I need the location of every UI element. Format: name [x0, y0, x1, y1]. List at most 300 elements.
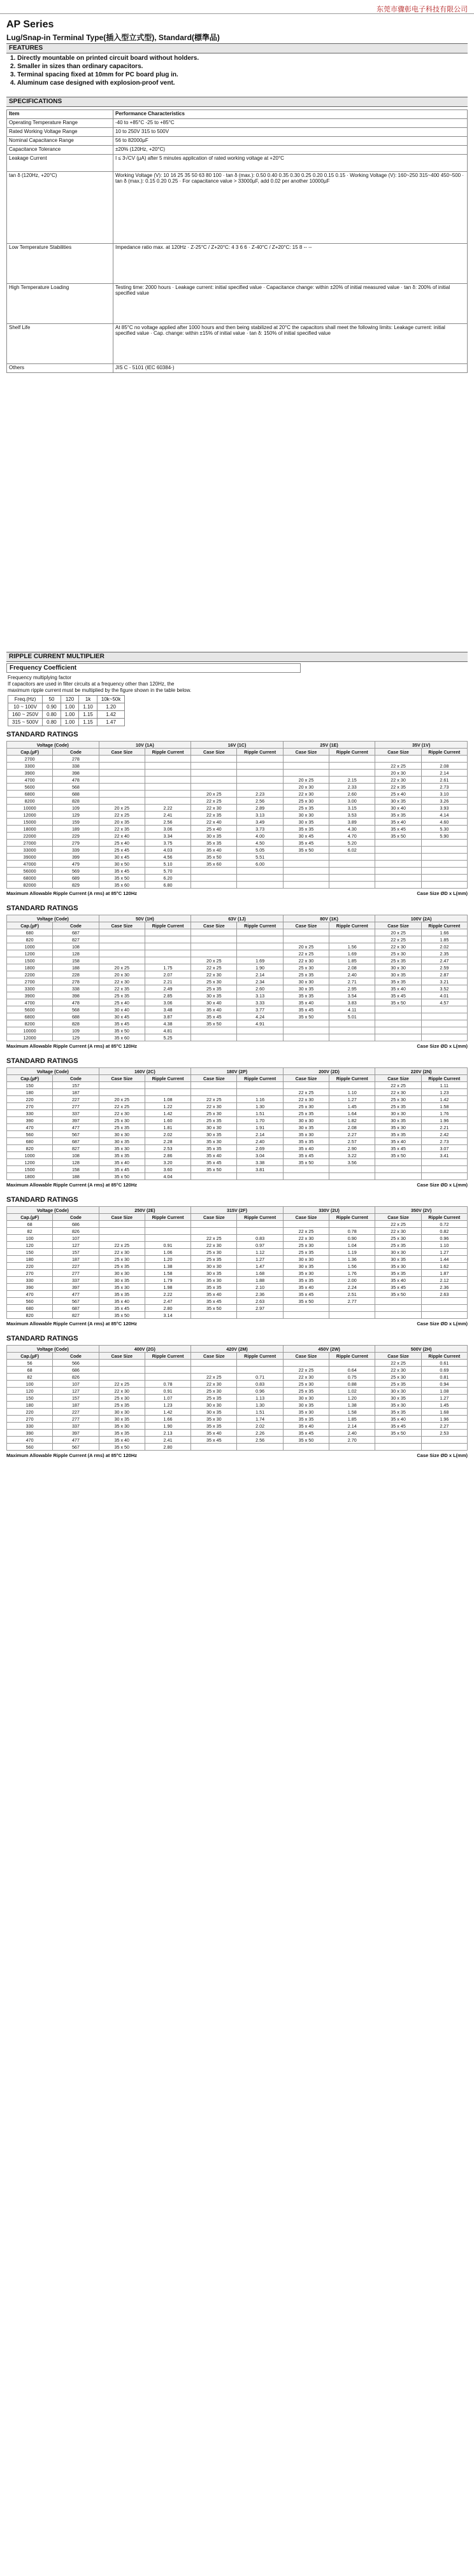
- case-size-cell: 25 x 40: [99, 999, 145, 1006]
- ripple-current-cell: 3.13: [237, 812, 283, 819]
- cap-cell: 12000: [7, 1034, 53, 1041]
- table-row: [7, 1437, 468, 1444]
- table-row: [7, 992, 468, 999]
- ripple-current-cell: [237, 784, 283, 791]
- ripple-current-cell: 3.21: [421, 978, 467, 985]
- code-cell: 567: [53, 1444, 99, 1451]
- ripple-current-cell: [329, 1173, 375, 1180]
- ripple-current-cell: 1.76: [329, 1270, 375, 1277]
- table-row: [7, 985, 468, 992]
- ripple-current-cell: 1.58: [329, 1409, 375, 1416]
- ripple-current-cell: [329, 868, 375, 875]
- ripple-current-cell: 1.96: [421, 1416, 467, 1423]
- ripple-current-cell: 1.27: [237, 1256, 283, 1263]
- voltage-column-header: 25V (1E): [283, 742, 375, 749]
- ripple-current-cell: 4.81: [145, 1027, 190, 1034]
- frequency-header-row: [8, 696, 125, 703]
- code-cell: 687: [53, 929, 99, 936]
- standard-ratings-footnote: [6, 1043, 468, 1049]
- case-size-cell: [375, 840, 421, 847]
- ripple-current-cell: [421, 854, 467, 861]
- code-cell: 568: [53, 1006, 99, 1013]
- frequency-cell: 160 ~ 250V: [8, 711, 43, 719]
- ripple-current-cell: [421, 847, 467, 854]
- case-size-cell: [99, 1221, 145, 1228]
- ripple-current-cell: 4.57: [421, 999, 467, 1006]
- case-size-cell: [283, 770, 329, 777]
- ripple-current-cell: 2.73: [421, 784, 467, 791]
- voltage-code-header: Voltage (Code): [7, 1068, 99, 1075]
- standard-ratings-head: [7, 1346, 468, 1360]
- code-cell: 397: [53, 1430, 99, 1437]
- cap-cell: 220: [7, 1096, 53, 1103]
- case-size-header: Case Size: [283, 749, 329, 756]
- ripple-footnote: Maximum Allowable Ripple Current (A rms) at 85°C 120Hz: [6, 1043, 137, 1049]
- case-size-header: Case Size: [191, 749, 237, 756]
- ripple-current-cell: 0.69: [421, 1367, 467, 1374]
- case-size-cell: [191, 1221, 237, 1228]
- case-size-cell: 20 x 35: [99, 819, 145, 826]
- case-size-cell: 35 x 50: [191, 1305, 237, 1312]
- cap-header: Cap.(µF): [7, 1353, 53, 1360]
- case-size-cell: [375, 854, 421, 861]
- cap-cell: 330: [7, 1277, 53, 1284]
- table-row: [7, 971, 468, 978]
- ripple-current-cell: [421, 1027, 467, 1034]
- case-size-cell: 25 x 35: [99, 1263, 145, 1270]
- ripple-current-cell: 0.75: [329, 1374, 375, 1381]
- ripple-current-cell: 2.15: [329, 777, 375, 784]
- ripple-current-cell: [237, 882, 283, 889]
- code-cell: 827: [53, 1312, 99, 1319]
- table-row: [7, 1221, 468, 1228]
- ripple-current-cell: 0.96: [237, 1388, 283, 1395]
- spec-row: [7, 284, 468, 324]
- case-size-cell: 22 x 30: [375, 1228, 421, 1235]
- case-size-cell: 22 x 30: [191, 1381, 237, 1388]
- code-cell: 398: [53, 770, 99, 777]
- ripple-current-cell: 2.90: [329, 1145, 375, 1152]
- case-size-cell: 35 x 50: [283, 1159, 329, 1166]
- standard-ratings-footnote: [6, 890, 468, 896]
- ripple-current-header: Ripple Current: [421, 1075, 467, 1082]
- company-name: 东莞市骤彰电子科技有限公司: [377, 6, 468, 13]
- ripple-current-header: Ripple Current: [329, 749, 375, 756]
- ripple-current-cell: 2.47: [421, 957, 467, 964]
- specifications-heading: [6, 97, 468, 107]
- ripple-current-cell: 2.95: [329, 985, 375, 992]
- table-row: [7, 1138, 468, 1145]
- features-heading: [6, 43, 468, 53]
- ripple-current-header: Ripple Current: [329, 1075, 375, 1082]
- cap-cell: 2200: [7, 971, 53, 978]
- code-cell: 277: [53, 1416, 99, 1423]
- table-row: [7, 1242, 468, 1249]
- standard-ratings-head: [7, 915, 468, 929]
- case-size-cell: [283, 875, 329, 882]
- case-size-cell: 22 x 40: [191, 819, 237, 826]
- ripple-current-cell: 1.56: [329, 943, 375, 950]
- cap-header: Cap.(µF): [7, 749, 53, 756]
- ripple-current-cell: 1.79: [145, 1277, 190, 1284]
- case-size-cell: 22 x 25: [283, 1367, 329, 1374]
- ripple-current-cell: 2.00: [329, 1277, 375, 1284]
- case-size-cell: 30 x 30: [191, 1263, 237, 1270]
- table-row: [7, 1263, 468, 1270]
- frequency-row: [8, 719, 125, 726]
- ripple-current-cell: [145, 1360, 190, 1367]
- ripple-current-cell: 0.91: [145, 1242, 190, 1249]
- table-row: [7, 805, 468, 812]
- case-size-cell: 35 x 30: [99, 1284, 145, 1291]
- table-row: [7, 784, 468, 791]
- ripple-current-cell: 4.91: [237, 1020, 283, 1027]
- ripple-current-cell: [421, 1020, 467, 1027]
- voltage-column-header: 80V (1K): [283, 915, 375, 922]
- case-size-cell: 35 x 30: [191, 1416, 237, 1423]
- case-size-cell: 35 x 45: [99, 1305, 145, 1312]
- ripple-current-cell: 5.70: [145, 868, 190, 875]
- spec-row: [7, 324, 468, 364]
- case-size-cell: [191, 943, 237, 950]
- table-row: [7, 847, 468, 854]
- table-row: [7, 868, 468, 875]
- ripple-current-cell: 5.20: [329, 840, 375, 847]
- case-size-cell: 35 x 35: [283, 1277, 329, 1284]
- case-size-cell: 25 x 35: [283, 1110, 329, 1117]
- case-size-cell: 22 x 30: [283, 1374, 329, 1381]
- frequency-header-cell: 10k~50k: [97, 696, 124, 703]
- ripple-current-cell: 2.85: [145, 992, 190, 999]
- spec-value: I ≤ 3√CV (µA) after 5 minutes application of rated working voltage at +20°C: [113, 155, 468, 172]
- case-size-cell: [99, 950, 145, 957]
- ripple-current-cell: [237, 1027, 283, 1034]
- ripple-current-cell: 2.14: [329, 1423, 375, 1430]
- case-size-cell: 22 x 25: [99, 1381, 145, 1388]
- ripple-current-cell: 2.36: [421, 1284, 467, 1291]
- code-cell: 158: [53, 957, 99, 964]
- case-size-cell: [375, 1312, 421, 1319]
- case-size-cell: 22 x 30: [99, 978, 145, 985]
- frequency-coefficient-heading: [6, 663, 301, 673]
- spec-header-row: [7, 110, 468, 119]
- case-size-cell: 35 x 30: [191, 1277, 237, 1284]
- ripple-current-cell: 3.33: [237, 999, 283, 1006]
- ripple-current-header: Ripple Current: [421, 922, 467, 929]
- cap-cell: 1500: [7, 957, 53, 964]
- spec-item: tan δ (120Hz, +20°C): [7, 172, 113, 244]
- ripple-current-cell: [237, 1173, 283, 1180]
- case-size-cell: [375, 1020, 421, 1027]
- ripple-current-cell: [237, 1444, 283, 1451]
- ripple-current-cell: 3.48: [145, 1006, 190, 1013]
- cap-cell: 100: [7, 1381, 53, 1388]
- table-row: [7, 1305, 468, 1312]
- case-size-cell: 35 x 40: [191, 1430, 237, 1437]
- cap-cell: 330: [7, 1423, 53, 1430]
- table-row: [7, 1027, 468, 1034]
- case-size-cell: 22 x 30: [375, 777, 421, 784]
- ripple-current-cell: [421, 1305, 467, 1312]
- ripple-current-cell: 2.51: [329, 1291, 375, 1298]
- standard-ratings-title: STANDARD RATINGS: [6, 1196, 78, 1204]
- code-cell: 337: [53, 1423, 99, 1430]
- ripple-current-cell: 5.90: [421, 833, 467, 840]
- ripple-current-cell: 3.34: [145, 833, 190, 840]
- ripple-current-cell: 2.14: [237, 971, 283, 978]
- ripple-current-cell: [145, 929, 190, 936]
- ripple-current-cell: 1.11: [421, 1082, 467, 1089]
- case-size-cell: 35 x 45: [283, 840, 329, 847]
- ripple-current-cell: 1.66: [145, 1416, 190, 1423]
- case-size-cell: [283, 1166, 329, 1173]
- ripple-current-cell: 3.54: [329, 992, 375, 999]
- cap-cell: 180: [7, 1089, 53, 1096]
- case-size-cell: 22 x 30: [283, 1235, 329, 1242]
- case-size-cell: 25 x 30: [283, 798, 329, 805]
- case-size-cell: 35 x 35: [283, 992, 329, 999]
- ripple-current-cell: 2.08: [329, 964, 375, 971]
- ripple-current-cell: [237, 1228, 283, 1235]
- ripple-current-cell: 2.59: [421, 964, 467, 971]
- code-cell: 157: [53, 1249, 99, 1256]
- ripple-current-cell: 1.47: [237, 1263, 283, 1270]
- case-size-cell: [375, 1298, 421, 1305]
- code-cell: 687: [53, 1138, 99, 1145]
- ripple-current-header: Ripple Current: [237, 922, 283, 929]
- voltage-column-header: 50V (1H): [99, 915, 191, 922]
- code-cell: 338: [53, 763, 99, 770]
- ripple-current-cell: [237, 770, 283, 777]
- ripple-current-cell: 6.80: [145, 882, 190, 889]
- ripple-current-cell: [421, 1159, 467, 1166]
- case-size-cell: 30 x 30: [375, 1388, 421, 1395]
- cap-cell: 56: [7, 1360, 53, 1367]
- case-size-cell: [191, 777, 237, 784]
- case-size-cell: [375, 1173, 421, 1180]
- case-size-cell: [283, 936, 329, 943]
- cap-cell: 1800: [7, 1173, 53, 1180]
- ripple-current-cell: 1.90: [237, 964, 283, 971]
- ripple-current-cell: 2.60: [329, 791, 375, 798]
- case-size-cell: 35 x 35: [375, 812, 421, 819]
- case-size-cell: 30 x 30: [191, 1402, 237, 1409]
- ripple-current-cell: [237, 1034, 283, 1041]
- standard-ratings-body: [7, 929, 468, 1041]
- case-size-cell: 22 x 30: [375, 1089, 421, 1096]
- ripple-current-cell: 1.10: [421, 1242, 467, 1249]
- case-size-cell: 25 x 30: [375, 1374, 421, 1381]
- cap-cell: 2700: [7, 978, 53, 985]
- ripple-current-cell: 3.41: [421, 1152, 467, 1159]
- table-row: [7, 819, 468, 826]
- subheader-row: [7, 1214, 468, 1221]
- code-cell: 129: [53, 1034, 99, 1041]
- ripple-current-cell: 0.88: [329, 1381, 375, 1388]
- spec-item: Rated Working Voltage Range: [7, 128, 113, 137]
- cap-cell: 180: [7, 1256, 53, 1263]
- case-size-header: Case Size: [375, 922, 421, 929]
- voltage-column-header: 500V (2H): [375, 1346, 468, 1353]
- case-size-cell: 25 x 30: [99, 1256, 145, 1263]
- ripple-current-cell: 2.60: [237, 985, 283, 992]
- case-size-cell: 25 x 40: [191, 826, 237, 833]
- table-row: [7, 854, 468, 861]
- frequency-cell: 1.00: [61, 703, 79, 711]
- code-cell: 107: [53, 1235, 99, 1242]
- spec-value: JIS C - 5101 (IEC 60384-): [113, 364, 468, 373]
- code-cell: 337: [53, 1277, 99, 1284]
- code-cell: 277: [53, 1270, 99, 1277]
- ripple-current-cell: 3.53: [329, 812, 375, 819]
- ripple-current-cell: [329, 882, 375, 889]
- case-size-cell: 35 x 40: [99, 1298, 145, 1305]
- subheader-row: [7, 1353, 468, 1360]
- spec-item: Low Temperature Stabilities: [7, 244, 113, 284]
- case-size-cell: 30 x 35: [375, 798, 421, 805]
- case-size-header: Case Size: [191, 1075, 237, 1082]
- spec-value: Working Voltage (V): 10 16 25 35 50 63 80 100 · tan δ (max.): 0.50 0.40 0.35 0.30 0.25 0.20 0.15 0.15 · Working Voltage (V): 160~250 315~400 450~500 · tan δ (max.): 0.15 0.20 0.25 · For capacitance value > 33000µF, add 0.02 per another 10000µF: [113, 172, 468, 244]
- table-row: [7, 1131, 468, 1138]
- ripple-current-cell: 2.41: [145, 1437, 190, 1444]
- ripple-current-cell: 1.87: [421, 1270, 467, 1277]
- case-size-cell: [191, 1367, 237, 1374]
- ripple-current-cell: 0.71: [237, 1374, 283, 1381]
- case-size-cell: 25 x 35: [375, 1381, 421, 1388]
- features-list: [10, 55, 456, 88]
- ripple-current-cell: 2.73: [421, 1138, 467, 1145]
- code-cell: 227: [53, 1263, 99, 1270]
- ripple-current-cell: 3.89: [329, 819, 375, 826]
- ripple-current-cell: 1.42: [421, 1096, 467, 1103]
- case-size-footnote: Case Size ØD x L(mm): [417, 1182, 468, 1188]
- voltage-header-row: [7, 1068, 468, 1075]
- ripple-current-cell: [237, 1221, 283, 1228]
- code-cell: 478: [53, 777, 99, 784]
- code-cell: 337: [53, 1110, 99, 1117]
- case-size-cell: 30 x 40: [375, 805, 421, 812]
- ripple-current-cell: 2.87: [421, 971, 467, 978]
- case-size-cell: [99, 943, 145, 950]
- ripple-current-cell: 4.14: [421, 812, 467, 819]
- case-size-header: Case Size: [375, 1353, 421, 1360]
- table-row: [7, 770, 468, 777]
- standard-ratings-head: [7, 1068, 468, 1082]
- ripple-current-cell: [237, 763, 283, 770]
- table-row: [7, 1374, 468, 1381]
- ripple-current-cell: 1.66: [421, 929, 467, 936]
- spec-value: Impedance ratio max. at 120Hz · Z-25°C / Z+20°C: 4 3 6 6 · Z-40°C / Z+20°C: 15 8 -- --: [113, 244, 468, 284]
- table-row: [7, 1298, 468, 1305]
- cap-cell: 270: [7, 1270, 53, 1277]
- ripple-current-cell: [421, 1173, 467, 1180]
- ripple-current-cell: 1.20: [329, 1395, 375, 1402]
- case-size-cell: 35 x 45: [375, 992, 421, 999]
- case-size-cell: 35 x 30: [375, 1402, 421, 1409]
- table-row: [7, 1110, 468, 1117]
- case-size-cell: 22 x 30: [191, 805, 237, 812]
- voltage-header-row: [7, 915, 468, 922]
- case-size-cell: 22 x 30: [99, 1388, 145, 1395]
- ripple-current-cell: [237, 777, 283, 784]
- case-size-cell: [283, 868, 329, 875]
- case-size-cell: [283, 756, 329, 763]
- case-size-cell: 35 x 50: [99, 1444, 145, 1451]
- frequency-coefficient-text: Frequency Coefficient: [10, 665, 77, 672]
- ripple-current-cell: 0.91: [145, 1388, 190, 1395]
- cap-cell: 120: [7, 1388, 53, 1395]
- table-row: [7, 1381, 468, 1388]
- case-size-cell: 30 x 35: [283, 1263, 329, 1270]
- standard-ratings-body: [7, 1221, 468, 1319]
- ripple-current-cell: 1.38: [329, 1402, 375, 1409]
- case-size-cell: 25 x 35: [99, 992, 145, 999]
- ripple-current-cell: 1.30: [237, 1103, 283, 1110]
- ripple-current-cell: 2.02: [237, 1423, 283, 1430]
- table-row: [7, 929, 468, 936]
- case-size-cell: [191, 929, 237, 936]
- code-cell: 827: [53, 1145, 99, 1152]
- case-size-cell: 22 x 30: [375, 943, 421, 950]
- case-size-cell: 22 x 25: [375, 1221, 421, 1228]
- case-size-cell: 35 x 60: [99, 1034, 145, 1041]
- table-row: [7, 1235, 468, 1242]
- spec-value: -40 to +85°C -25 to +85°C: [113, 119, 468, 128]
- ripple-current-cell: 5.51: [237, 854, 283, 861]
- code-cell: 227: [53, 1409, 99, 1416]
- ripple-current-cell: [145, 791, 190, 798]
- case-size-cell: 22 x 25: [191, 964, 237, 971]
- voltage-column-header: 330V (2U): [283, 1207, 375, 1214]
- ripple-footnote: Maximum Allowable Ripple Current (A rms) at 85°C 120Hz: [6, 1453, 137, 1458]
- ripple-heading: [6, 652, 468, 662]
- ripple-current-cell: 2.36: [237, 1291, 283, 1298]
- case-size-cell: 22 x 25: [191, 1096, 237, 1103]
- ripple-current-cell: 1.69: [237, 957, 283, 964]
- case-size-cell: 35 x 35: [99, 1430, 145, 1437]
- case-size-cell: 25 x 35: [283, 805, 329, 812]
- case-size-cell: [283, 1312, 329, 1319]
- case-size-cell: 35 x 30: [99, 1423, 145, 1430]
- case-size-cell: 35 x 40: [283, 1145, 329, 1152]
- ripple-current-cell: 2.63: [237, 1298, 283, 1305]
- standard-ratings-head: [7, 742, 468, 756]
- table-row: [7, 1145, 468, 1152]
- ripple-current-cell: [329, 1312, 375, 1319]
- ripple-current-header: Ripple Current: [145, 922, 190, 929]
- cap-cell: 560: [7, 1298, 53, 1305]
- case-size-cell: 30 x 35: [375, 971, 421, 978]
- voltage-column-header: 220V (2N): [375, 1068, 468, 1075]
- code-cell: 686: [53, 1221, 99, 1228]
- case-size-cell: [375, 1166, 421, 1173]
- table-row: [7, 812, 468, 819]
- case-size-cell: 30 x 35: [191, 992, 237, 999]
- ripple-current-cell: 4.04: [145, 1173, 190, 1180]
- case-size-cell: 22 x 25: [191, 798, 237, 805]
- case-size-header: Case Size: [283, 1353, 329, 1360]
- ripple-current-cell: 5.30: [421, 826, 467, 833]
- ripple-current-cell: 3.07: [421, 1145, 467, 1152]
- feature-item: 1. Directly mountable on printed circuit board without holders.: [10, 55, 199, 62]
- table-row: [7, 1277, 468, 1284]
- cap-cell: 560: [7, 1444, 53, 1451]
- ripple-current-cell: [145, 1367, 190, 1374]
- code-cell: 108: [53, 943, 99, 950]
- ripple-current-cell: 5.25: [145, 1034, 190, 1041]
- case-size-cell: 30 x 30: [191, 1124, 237, 1131]
- ripple-current-cell: 1.08: [145, 1096, 190, 1103]
